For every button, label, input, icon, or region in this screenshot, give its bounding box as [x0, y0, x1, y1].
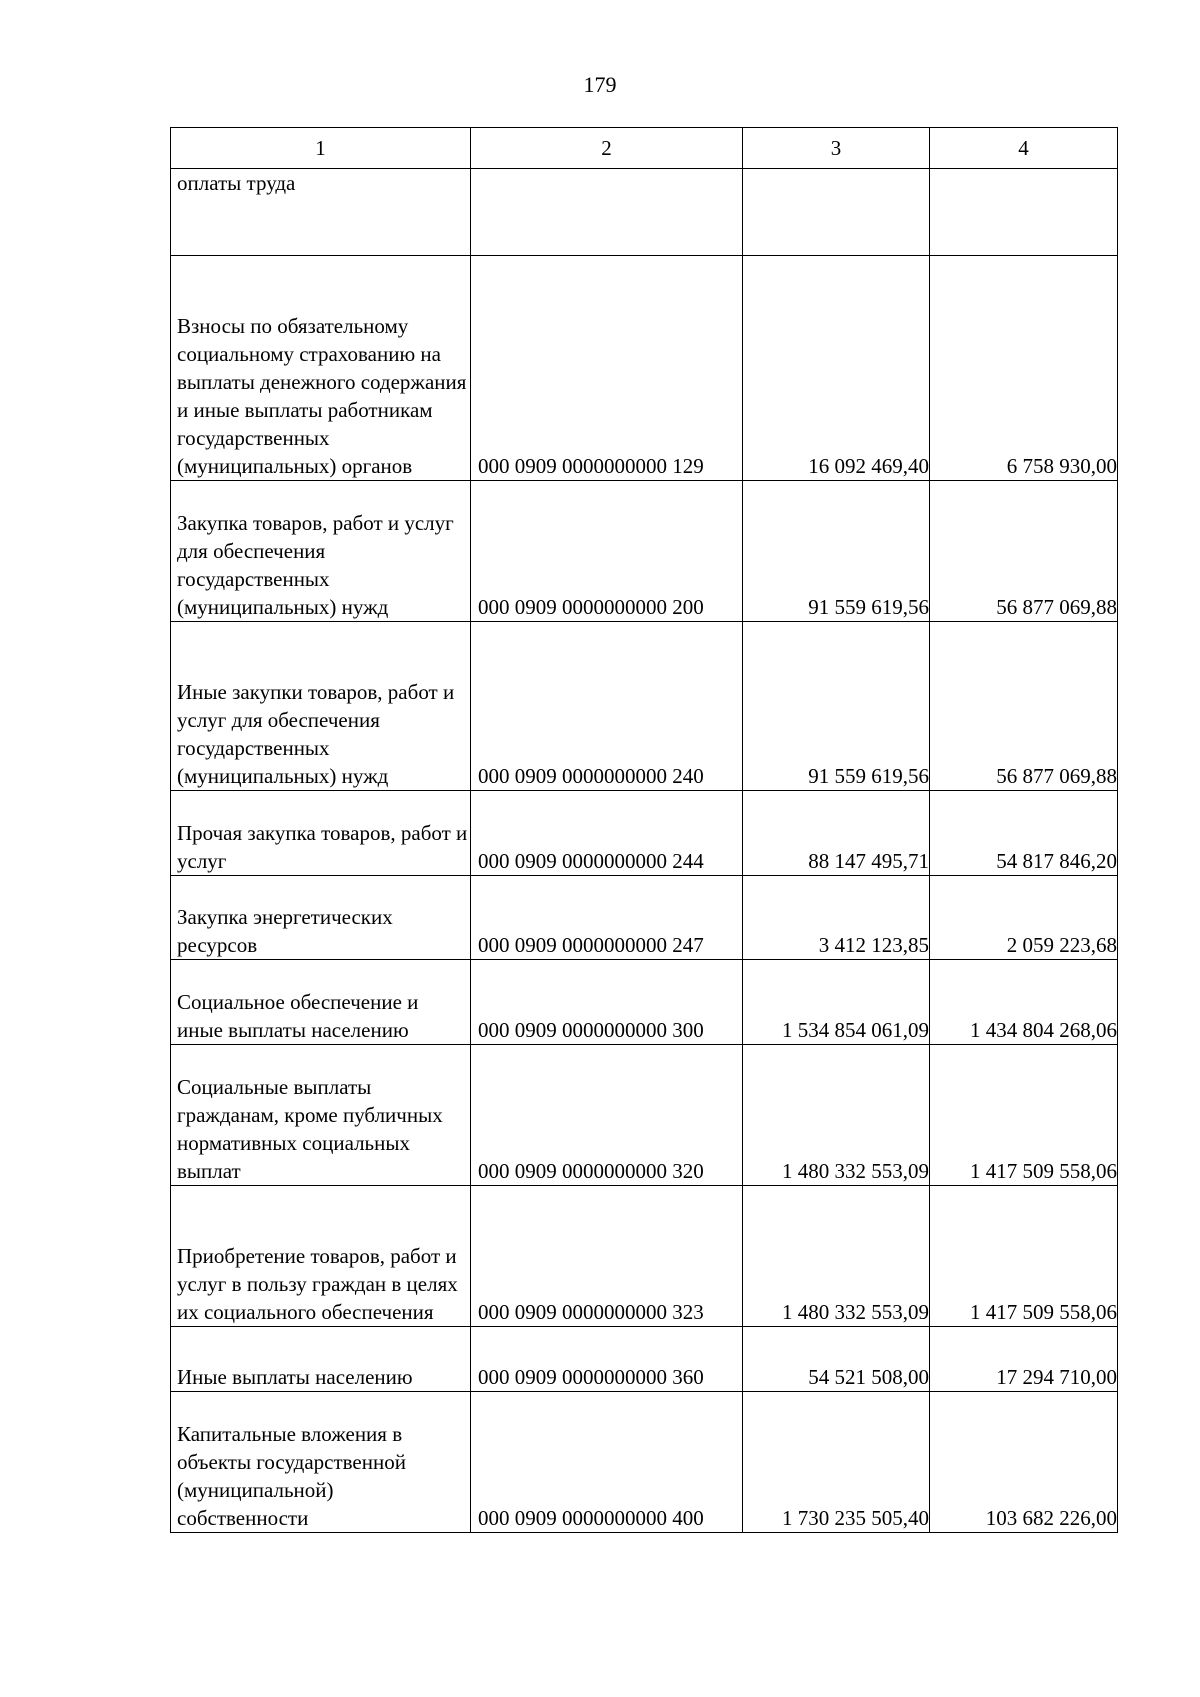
row-value-col4 [930, 169, 1118, 256]
row-value-col3: 91 559 619,56 [743, 481, 930, 622]
row-name: Закупка товаров, работ и услуг для обеспечения государственных (муниципальных) нужд [171, 481, 471, 622]
row-value-col4: 1 417 509 558,06 [930, 1045, 1118, 1186]
row-value-col3: 16 092 469,40 [743, 256, 930, 481]
row-value-col4: 54 817 846,20 [930, 791, 1118, 876]
table-row [171, 481, 1118, 622]
row-name: Капитальные вложения в объекты государственной (муниципальной) собственности [171, 1392, 471, 1533]
row-value-col4: 17 294 710,00 [930, 1327, 1118, 1392]
row-code: 000 0909 0000000000 240 [471, 622, 743, 791]
column-header-1: 1 [171, 128, 471, 169]
page-number: 179 [583, 72, 617, 97]
table-row [171, 1392, 1118, 1533]
row-name: Социальные выплаты гражданам, кроме публичных нормативных социальных выплат [171, 1045, 471, 1186]
table-row [171, 169, 1118, 256]
table-row [171, 1186, 1118, 1327]
row-code: 000 0909 0000000000 129 [471, 256, 743, 481]
row-value-col4: 56 877 069,88 [930, 481, 1118, 622]
row-value-col4: 56 877 069,88 [930, 622, 1118, 791]
row-value-col4: 2 059 223,68 [930, 876, 1118, 960]
row-code: 000 0909 0000000000 360 [471, 1327, 743, 1392]
row-value-col4: 6 758 930,00 [930, 256, 1118, 481]
row-name: Закупка энергетических ресурсов [171, 876, 471, 960]
table-row [171, 622, 1118, 791]
row-name: Прочая закупка товаров, работ и услуг [171, 791, 471, 876]
budget-table [170, 127, 1118, 1533]
row-value-col3: 3 412 123,85 [743, 876, 930, 960]
row-name: Взносы по обязательному социальному страхованию на выплаты денежного содержания и иные выплаты работникам государственных (муниципальных) органов [171, 256, 471, 481]
row-value-col3: 1 480 332 553,09 [743, 1045, 930, 1186]
row-code: 000 0909 0000000000 244 [471, 791, 743, 876]
row-code: 000 0909 0000000000 247 [471, 876, 743, 960]
row-code: 000 0909 0000000000 320 [471, 1045, 743, 1186]
header-row [171, 128, 1118, 169]
table-row [171, 1045, 1118, 1186]
row-value-col4: 1 434 804 268,06 [930, 960, 1118, 1045]
row-code: 000 0909 0000000000 300 [471, 960, 743, 1045]
column-header-3: 3 [743, 128, 930, 169]
row-name: Приобретение товаров, работ и услуг в пользу граждан в целях их социального обеспечения [171, 1186, 471, 1327]
row-code [471, 169, 743, 256]
table-row [171, 256, 1118, 481]
table-row [171, 791, 1118, 876]
row-value-col3: 1 730 235 505,40 [743, 1392, 930, 1533]
column-header-2: 2 [471, 128, 743, 169]
row-code: 000 0909 0000000000 323 [471, 1186, 743, 1327]
row-value-col3: 91 559 619,56 [743, 622, 930, 791]
row-value-col3: 1 534 854 061,09 [743, 960, 930, 1045]
row-name: Социальное обеспечение и иные выплаты населению [171, 960, 471, 1045]
table-row [171, 876, 1118, 960]
row-value-col3: 54 521 508,00 [743, 1327, 930, 1392]
row-code: 000 0909 0000000000 400 [471, 1392, 743, 1533]
table-row [171, 960, 1118, 1045]
row-name: Иные выплаты населению [171, 1327, 471, 1392]
row-code: 000 0909 0000000000 200 [471, 481, 743, 622]
table-row [171, 1327, 1118, 1392]
column-header-4: 4 [930, 128, 1118, 169]
row-value-col4: 103 682 226,00 [930, 1392, 1118, 1533]
row-value-col3 [743, 169, 930, 256]
row-value-col3: 88 147 495,71 [743, 791, 930, 876]
row-value-col4: 1 417 509 558,06 [930, 1186, 1118, 1327]
row-name: оплаты труда [171, 169, 471, 256]
row-name: Иные закупки товаров, работ и услуг для обеспечения государственных (муниципальных) нужд [171, 622, 471, 791]
row-value-col3: 1 480 332 553,09 [743, 1186, 930, 1327]
